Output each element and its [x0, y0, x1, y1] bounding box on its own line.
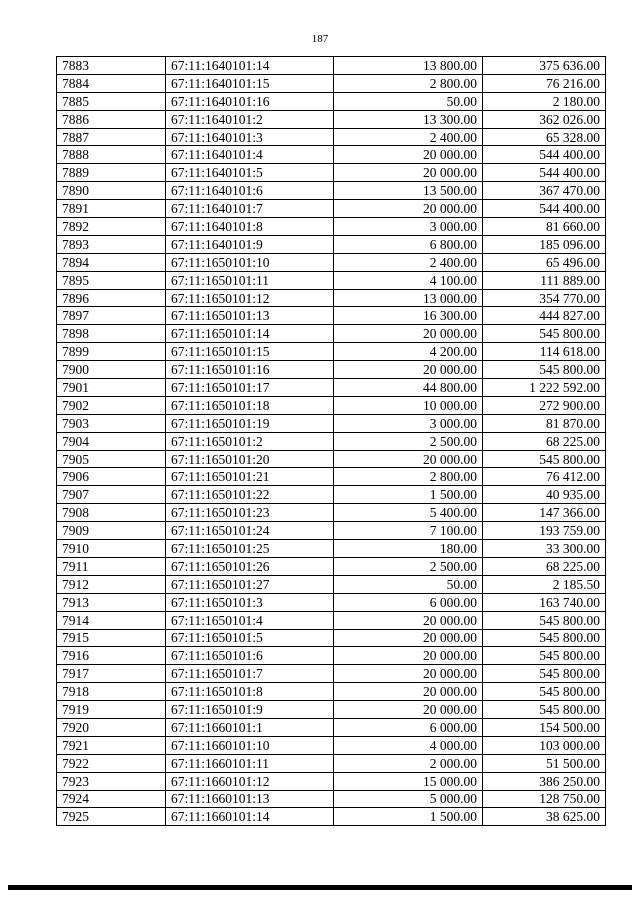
- row-number-cell: 7904: [57, 432, 166, 450]
- cadastral-number-cell: 67:11:1650101:7: [166, 665, 334, 683]
- table-row: [57, 450, 606, 468]
- cadastral-number-cell: 67:11:1650101:21: [166, 468, 334, 486]
- area-cell: 20 000.00: [334, 629, 483, 647]
- value-cell: 111 889.00: [483, 271, 606, 289]
- cadastral-number-cell: 67:11:1660101:13: [166, 790, 334, 808]
- table-row: [57, 486, 606, 504]
- table-row: [57, 432, 606, 450]
- area-cell: 20 000.00: [334, 325, 483, 343]
- cadastral-number-cell: 67:11:1650101:16: [166, 361, 334, 379]
- area-cell: 2 500.00: [334, 432, 483, 450]
- table-row: [57, 557, 606, 575]
- cadastral-number-cell: 67:11:1650101:24: [166, 522, 334, 540]
- cadastral-number-cell: 67:11:1640101:2: [166, 110, 334, 128]
- area-cell: 15 000.00: [334, 772, 483, 790]
- row-number-cell: 7902: [57, 396, 166, 414]
- area-cell: 50.00: [334, 575, 483, 593]
- table-row: [57, 808, 606, 826]
- area-cell: 20 000.00: [334, 647, 483, 665]
- value-cell: 68 225.00: [483, 557, 606, 575]
- row-number-cell: 7886: [57, 110, 166, 128]
- cadastral-number-cell: 67:11:1640101:16: [166, 92, 334, 110]
- value-cell: 272 900.00: [483, 396, 606, 414]
- area-cell: 20 000.00: [334, 701, 483, 719]
- area-cell: 20 000.00: [334, 200, 483, 218]
- table-row: [57, 754, 606, 772]
- cadastral-number-cell: 67:11:1640101:6: [166, 182, 334, 200]
- value-cell: 545 800.00: [483, 701, 606, 719]
- value-cell: 68 225.00: [483, 432, 606, 450]
- row-number-cell: 7909: [57, 522, 166, 540]
- area-cell: 20 000.00: [334, 361, 483, 379]
- value-cell: 544 400.00: [483, 164, 606, 182]
- row-number-cell: 7884: [57, 74, 166, 92]
- row-number-cell: 7883: [57, 57, 166, 75]
- table-row: [57, 665, 606, 683]
- row-number-cell: 7903: [57, 414, 166, 432]
- value-cell: 38 625.00: [483, 808, 606, 826]
- cadastral-number-cell: 67:11:1640101:7: [166, 200, 334, 218]
- value-cell: 128 750.00: [483, 790, 606, 808]
- footer-rule: [8, 885, 632, 890]
- row-number-cell: 7913: [57, 593, 166, 611]
- value-cell: 375 636.00: [483, 57, 606, 75]
- table-row: [57, 289, 606, 307]
- cadastral-number-cell: 67:11:1650101:15: [166, 343, 334, 361]
- cadastral-number-cell: 67:11:1660101:11: [166, 754, 334, 772]
- value-cell: 65 496.00: [483, 253, 606, 271]
- row-number-cell: 7905: [57, 450, 166, 468]
- row-number-cell: 7896: [57, 289, 166, 307]
- area-cell: 1 500.00: [334, 486, 483, 504]
- table-row: [57, 271, 606, 289]
- row-number-cell: 7906: [57, 468, 166, 486]
- area-cell: 20 000.00: [334, 146, 483, 164]
- area-cell: 20 000.00: [334, 665, 483, 683]
- area-cell: 20 000.00: [334, 611, 483, 629]
- row-number-cell: 7916: [57, 647, 166, 665]
- row-number-cell: 7910: [57, 540, 166, 558]
- value-cell: 103 000.00: [483, 736, 606, 754]
- row-number-cell: 7921: [57, 736, 166, 754]
- table-row: [57, 164, 606, 182]
- cadastral-number-cell: 67:11:1650101:9: [166, 701, 334, 719]
- table-row: [57, 611, 606, 629]
- table-row: [57, 629, 606, 647]
- row-number-cell: 7908: [57, 504, 166, 522]
- area-cell: 2 000.00: [334, 754, 483, 772]
- table-row: [57, 504, 606, 522]
- cadastral-number-cell: 67:11:1650101:17: [166, 379, 334, 397]
- area-cell: 44 800.00: [334, 379, 483, 397]
- area-cell: 7 100.00: [334, 522, 483, 540]
- cadastral-number-cell: 67:11:1660101:1: [166, 718, 334, 736]
- cadastral-number-cell: 67:11:1650101:26: [166, 557, 334, 575]
- area-cell: 4 100.00: [334, 271, 483, 289]
- row-number-cell: 7888: [57, 146, 166, 164]
- cadastral-number-cell: 67:11:1650101:8: [166, 683, 334, 701]
- area-cell: 2 800.00: [334, 74, 483, 92]
- area-cell: 5 400.00: [334, 504, 483, 522]
- area-cell: 6 800.00: [334, 235, 483, 253]
- cadastral-number-cell: 67:11:1650101:20: [166, 450, 334, 468]
- area-cell: 2 400.00: [334, 128, 483, 146]
- cadastral-number-cell: 67:11:1650101:12: [166, 289, 334, 307]
- table-row: [57, 593, 606, 611]
- value-cell: 2 180.00: [483, 92, 606, 110]
- cadastral-number-cell: 67:11:1650101:13: [166, 307, 334, 325]
- table-row: [57, 361, 606, 379]
- area-cell: 6 000.00: [334, 593, 483, 611]
- area-cell: 4 000.00: [334, 736, 483, 754]
- table-row: [57, 146, 606, 164]
- table-row: [57, 110, 606, 128]
- table-row: [57, 218, 606, 236]
- table-row: [57, 647, 606, 665]
- value-cell: 544 400.00: [483, 146, 606, 164]
- table-row: [57, 74, 606, 92]
- row-number-cell: 7911: [57, 557, 166, 575]
- area-cell: 180.00: [334, 540, 483, 558]
- cadastral-number-cell: 67:11:1650101:23: [166, 504, 334, 522]
- cadastral-number-cell: 67:11:1650101:5: [166, 629, 334, 647]
- value-cell: 65 328.00: [483, 128, 606, 146]
- table-row: [57, 718, 606, 736]
- table-row: [57, 396, 606, 414]
- page-number: 187: [311, 33, 329, 45]
- cadastral-number-cell: 67:11:1640101:3: [166, 128, 334, 146]
- row-number-cell: 7912: [57, 575, 166, 593]
- area-cell: 2 500.00: [334, 557, 483, 575]
- area-cell: 3 000.00: [334, 414, 483, 432]
- cadastral-number-cell: 67:11:1660101:14: [166, 808, 334, 826]
- cadastral-number-cell: 67:11:1650101:2: [166, 432, 334, 450]
- value-cell: 81 870.00: [483, 414, 606, 432]
- area-cell: 10 000.00: [334, 396, 483, 414]
- row-number-cell: 7897: [57, 307, 166, 325]
- table-row: [57, 522, 606, 540]
- row-number-cell: 7900: [57, 361, 166, 379]
- value-cell: 545 800.00: [483, 325, 606, 343]
- table-row: [57, 307, 606, 325]
- cadastral-number-cell: 67:11:1650101:27: [166, 575, 334, 593]
- table-row: [57, 683, 606, 701]
- table-row: [57, 575, 606, 593]
- row-number-cell: 7920: [57, 718, 166, 736]
- row-number-cell: 7923: [57, 772, 166, 790]
- area-cell: 13 300.00: [334, 110, 483, 128]
- table-row: [57, 200, 606, 218]
- row-number-cell: 7894: [57, 253, 166, 271]
- table-row: [57, 182, 606, 200]
- cadastral-number-cell: 67:11:1650101:3: [166, 593, 334, 611]
- cadastral-number-cell: 67:11:1660101:12: [166, 772, 334, 790]
- cadastral-number-cell: 67:11:1640101:8: [166, 218, 334, 236]
- row-number-cell: 7925: [57, 808, 166, 826]
- value-cell: 545 800.00: [483, 361, 606, 379]
- table-row: [57, 379, 606, 397]
- row-number-cell: 7917: [57, 665, 166, 683]
- table-row: [57, 790, 606, 808]
- row-number-cell: 7922: [57, 754, 166, 772]
- value-cell: 81 660.00: [483, 218, 606, 236]
- row-number-cell: 7890: [57, 182, 166, 200]
- area-cell: 20 000.00: [334, 683, 483, 701]
- value-cell: 545 800.00: [483, 647, 606, 665]
- value-cell: 545 800.00: [483, 683, 606, 701]
- row-number-cell: 7889: [57, 164, 166, 182]
- cadastral-number-cell: 67:11:1650101:25: [166, 540, 334, 558]
- table-row: [57, 540, 606, 558]
- row-number-cell: 7914: [57, 611, 166, 629]
- area-cell: 16 300.00: [334, 307, 483, 325]
- row-number-cell: 7893: [57, 235, 166, 253]
- value-cell: 354 770.00: [483, 289, 606, 307]
- row-number-cell: 7919: [57, 701, 166, 719]
- table-row: [57, 468, 606, 486]
- table-row: [57, 253, 606, 271]
- value-cell: 33 300.00: [483, 540, 606, 558]
- cadastral-number-cell: 67:11:1650101:6: [166, 647, 334, 665]
- cadastral-number-cell: 67:11:1650101:10: [166, 253, 334, 271]
- cadastral-number-cell: 67:11:1660101:10: [166, 736, 334, 754]
- value-cell: 163 740.00: [483, 593, 606, 611]
- cadastral-number-cell: 67:11:1650101:19: [166, 414, 334, 432]
- cadastral-number-cell: 67:11:1650101:22: [166, 486, 334, 504]
- value-cell: 147 366.00: [483, 504, 606, 522]
- row-number-cell: 7907: [57, 486, 166, 504]
- area-cell: 6 000.00: [334, 718, 483, 736]
- value-cell: 386 250.00: [483, 772, 606, 790]
- table-row: [57, 414, 606, 432]
- table-row: [57, 736, 606, 754]
- value-cell: 76 412.00: [483, 468, 606, 486]
- table-row: [57, 92, 606, 110]
- value-cell: 545 800.00: [483, 665, 606, 683]
- value-cell: 367 470.00: [483, 182, 606, 200]
- table-row: [57, 235, 606, 253]
- table-row: [57, 57, 606, 75]
- row-number-cell: 7887: [57, 128, 166, 146]
- cadastral-number-cell: 67:11:1640101:15: [166, 74, 334, 92]
- area-cell: 2 400.00: [334, 253, 483, 271]
- row-number-cell: 7891: [57, 200, 166, 218]
- value-cell: 2 185.50: [483, 575, 606, 593]
- cadastral-number-cell: 67:11:1650101:14: [166, 325, 334, 343]
- row-number-cell: 7898: [57, 325, 166, 343]
- table-body: [57, 57, 606, 826]
- value-cell: 114 618.00: [483, 343, 606, 361]
- area-cell: 1 500.00: [334, 808, 483, 826]
- table-row: [57, 343, 606, 361]
- value-cell: 40 935.00: [483, 486, 606, 504]
- cadastral-number-cell: 67:11:1650101:18: [166, 396, 334, 414]
- area-cell: 50.00: [334, 92, 483, 110]
- value-cell: 51 500.00: [483, 754, 606, 772]
- row-number-cell: 7899: [57, 343, 166, 361]
- cadastral-number-cell: 67:11:1640101:4: [166, 146, 334, 164]
- cadastral-table: [56, 56, 606, 826]
- row-number-cell: 7924: [57, 790, 166, 808]
- cadastral-number-cell: 67:11:1640101:5: [166, 164, 334, 182]
- area-cell: 13 500.00: [334, 182, 483, 200]
- cadastral-number-cell: 67:11:1640101:14: [166, 57, 334, 75]
- table-row: [57, 128, 606, 146]
- row-number-cell: 7901: [57, 379, 166, 397]
- area-cell: 2 800.00: [334, 468, 483, 486]
- value-cell: 76 216.00: [483, 74, 606, 92]
- value-cell: 545 800.00: [483, 611, 606, 629]
- value-cell: 193 759.00: [483, 522, 606, 540]
- row-number-cell: 7915: [57, 629, 166, 647]
- cadastral-number-cell: 67:11:1650101:4: [166, 611, 334, 629]
- value-cell: 185 096.00: [483, 235, 606, 253]
- table-row: [57, 701, 606, 719]
- area-cell: 13 800.00: [334, 57, 483, 75]
- area-cell: 5 000.00: [334, 790, 483, 808]
- value-cell: 544 400.00: [483, 200, 606, 218]
- value-cell: 545 800.00: [483, 450, 606, 468]
- area-cell: 13 000.00: [334, 289, 483, 307]
- table-row: [57, 325, 606, 343]
- area-cell: 3 000.00: [334, 218, 483, 236]
- row-number-cell: 7892: [57, 218, 166, 236]
- cadastral-number-cell: 67:11:1650101:11: [166, 271, 334, 289]
- value-cell: 545 800.00: [483, 629, 606, 647]
- row-number-cell: 7895: [57, 271, 166, 289]
- value-cell: 1 222 592.00: [483, 379, 606, 397]
- row-number-cell: 7885: [57, 92, 166, 110]
- area-cell: 20 000.00: [334, 164, 483, 182]
- area-cell: 20 000.00: [334, 450, 483, 468]
- table-row: [57, 772, 606, 790]
- value-cell: 444 827.00: [483, 307, 606, 325]
- row-number-cell: 7918: [57, 683, 166, 701]
- cadastral-number-cell: 67:11:1640101:9: [166, 235, 334, 253]
- area-cell: 4 200.00: [334, 343, 483, 361]
- value-cell: 362 026.00: [483, 110, 606, 128]
- value-cell: 154 500.00: [483, 718, 606, 736]
